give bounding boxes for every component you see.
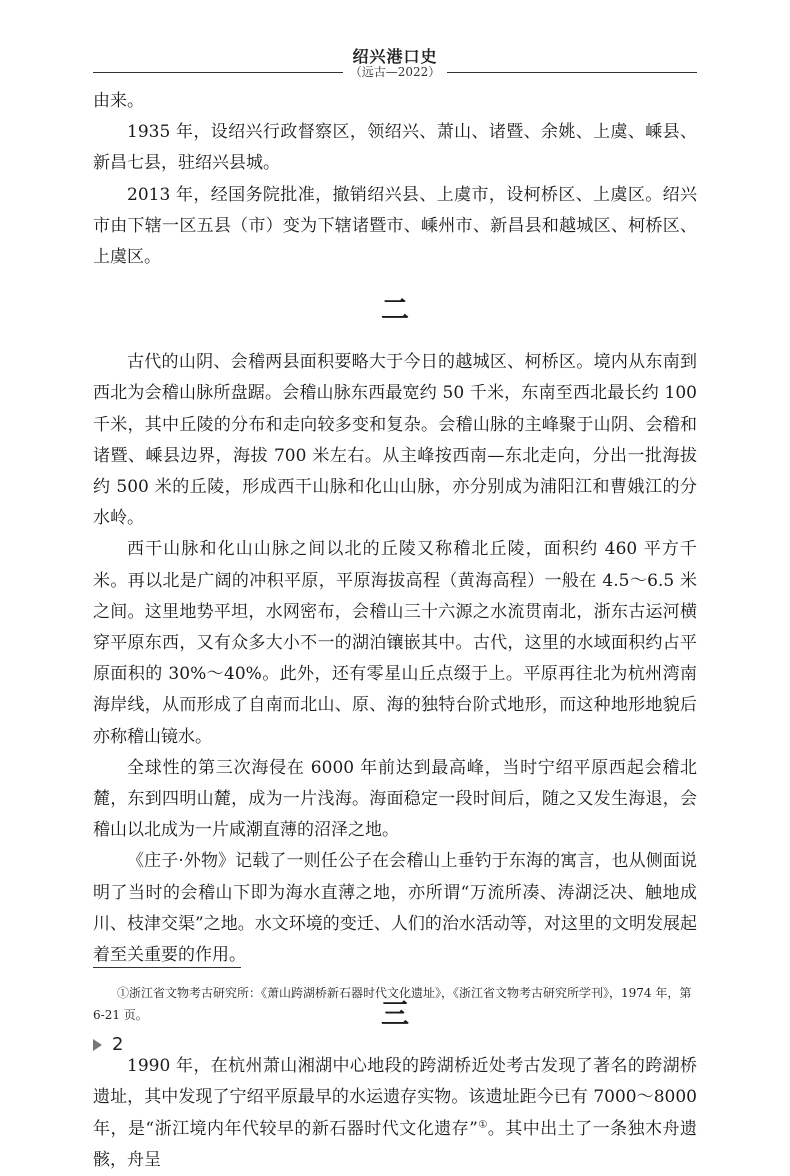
section-heading: 三: [380, 997, 409, 1031]
paragraph-text-tail: 。其中出土了一条独木舟遗骸，舟呈: [93, 1118, 697, 1170]
paragraph: 全球性的第三次海侵在 6000 年前达到最高峰，当时宁绍平原西起会稽北麓，东到四明山麓，成为一片浅海。海面稳定一段时间后，随之又发生海退，会稽山以北成为一片咸潮直薄的沼泽之地。: [93, 757, 697, 841]
footnote-reference[interactable]: ①: [477, 1119, 488, 1131]
section-heading: 二: [380, 293, 409, 327]
paragraph-text: 1990 年，在杭州萧山湘湖中心地段的跨湖桥近处考古发现了著名的跨湖桥遗址，其中发现了宁绍平原最早的水运遗存实物。该遗址距今已有 7000～8000 年，是“浙江境内年代较早的新石器时代文化遗存”: [93, 1056, 697, 1139]
running-header-title: 绍兴港口史: [352, 47, 438, 66]
paragraph: 1935 年，设绍兴行政督察区，领绍兴、萧山、诸暨、余姚、上虞、嵊县、新昌七县，驻绍兴县城。: [93, 122, 697, 174]
paragraph: 2013 年，经国务院批准，撤销绍兴县、上虞市，设柯桥区、上虞区。绍兴市由下辖一区五县（市）变为下辖诸暨市、嵊州市、新昌县和越城区、柯桥区、上虞区。: [93, 184, 697, 268]
header-rule-left: [93, 72, 343, 73]
paragraph: 古代的山阴、会稽两县面积要略大于今日的越城区、柯桥区。境内从东南到西北为会稽山脉所盘踞。会稽山脉东西最宽约 50 千米，东南至西北最长约 100 千米，其中丘陵的分布和走向较多变和复杂。会稽山脉的主峰聚于山阴、会稽和诸暨、嵊县边界，海拔 700 米左右。从主峰按西南—东北走向，分出一批海拔约 500 米的丘陵，形成西干山脉和化山山脉，亦分别成为浦阳江和曹娥江的分水岭。: [93, 352, 697, 529]
running-header-subtitle: （远古—2022）: [349, 65, 441, 79]
paragraph: 西干山脉和化山山脉之间以北的丘陵又称稽北丘陵，面积约 460 平方千米。再以北是广阔的冲积平原，平原海拔高程（黄海高程）一般在 4.5～6.5 米之间。这里地势平坦，水网密布，会稽山三十六源之水流贯南北，浙东古运河横穿平原东西，又有众多大小不一的湖泊镶嵌其中。古代，这里的水域面积约占平原面积的 30%～40%。此外，还有零星山丘点缀于上。平原再往北为杭州湾南海岸线，从而形成了自南而北山、原、海的独特台阶式地形，而这种地形地貌后亦称稽山镜水。: [93, 539, 697, 747]
paragraph: 由来。: [93, 91, 144, 111]
page-number: 2: [112, 1034, 124, 1055]
footnote-divider: [93, 967, 241, 968]
footnote: ①浙江省文物考古研究所：《萧山跨湖桥新石器时代文化遗址》，《浙江省文物考古研究所学刊》，1974 年，第 6-21 页。: [93, 986, 692, 1022]
page-footer: [93, 1034, 123, 1055]
paragraph: [93, 1051, 697, 1176]
header-rule-right: [447, 72, 697, 73]
paragraph: 《庄子·外物》记载了一则任公子在会稽山上垂钓于东海的寓言，也从侧面说明了当时的会稽山下即为海水直薄之地，亦所谓“万流所凑、涛湖泛决、触地成川、枝津交渠”之地。水文环境的变迁、人们的治水活动等，对这里的文明发展起着至关重要的作用。: [93, 851, 697, 966]
triangle-right-icon: [93, 1039, 102, 1051]
